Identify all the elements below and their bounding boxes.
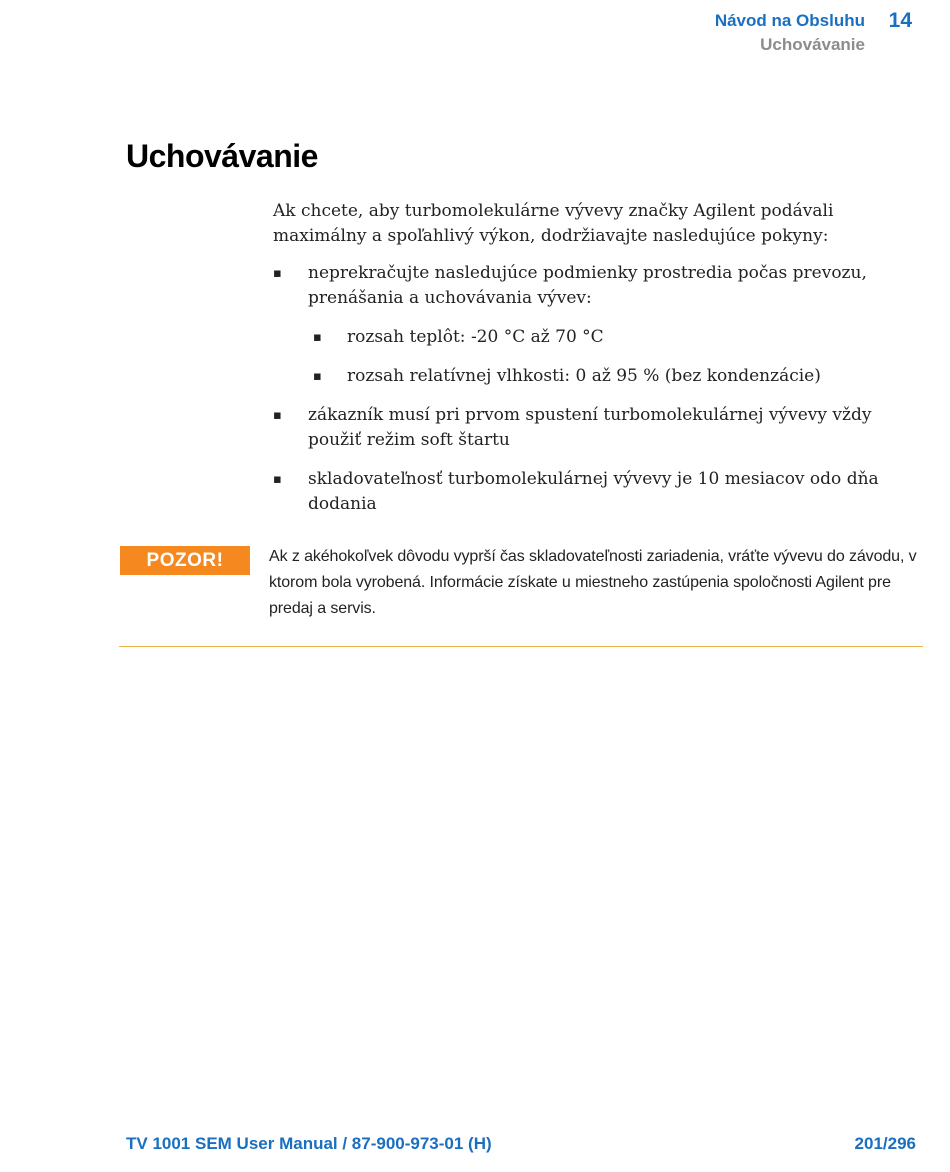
bullet-marker: ▪ bbox=[273, 472, 282, 487]
instruction-list bbox=[273, 261, 923, 531]
list-item-text: neprekračujte nasledujúce podmienky prostredia počas prevozu, prenášania a uchovávania vývev: bbox=[308, 263, 867, 308]
list-item-text: zákazník musí pri prvom spustení turbomolekulárnej vývevy vždy použiť režim soft štartu bbox=[308, 405, 872, 450]
sub-list bbox=[308, 325, 923, 389]
sub-list-item bbox=[308, 325, 923, 350]
sub-list-item-text: rozsah teplôt: -20 °C až 70 °C bbox=[347, 327, 604, 347]
footer-manual-title: TV 1001 SEM User Manual / 87-900-973-01 (H) bbox=[126, 1134, 492, 1153]
bullet-marker: ▪ bbox=[273, 408, 282, 423]
sub-list-item bbox=[308, 364, 923, 389]
bullet-marker: ▪ bbox=[313, 330, 322, 345]
caution-text: Ak z akéhokoľvek dôvodu vyprší čas skladovateľnosti zariadenia, vráťte vývevu do závodu, v ktorom bola vyrobená. Informácie získate u miestneho zastúpenia spoločnosti Agilent pre predaj a servis. bbox=[269, 548, 917, 617]
list-item bbox=[273, 261, 923, 389]
section-divider bbox=[119, 646, 923, 647]
sub-list-item-text: rozsah relatívnej vlhkosti: 0 až 95 % (bez kondenzácie) bbox=[347, 366, 821, 386]
header-page-number: 14 bbox=[888, 9, 912, 32]
section-title: Uchovávanie bbox=[126, 138, 318, 174]
bullet-marker: ▪ bbox=[313, 369, 322, 384]
list-item-text: skladovateľnosť turbomolekulárnej vývevy je 10 mesiacov odo dňa dodania bbox=[308, 469, 879, 514]
list-item bbox=[273, 403, 923, 453]
header-title: Návod na Obsluhu bbox=[714, 11, 865, 30]
caution-label: POZOR! bbox=[120, 546, 250, 575]
footer-page-count: 201/296 bbox=[854, 1134, 916, 1153]
header-subtitle: Uchovávanie bbox=[760, 35, 865, 54]
list-item bbox=[273, 467, 923, 517]
bullet-marker: ▪ bbox=[273, 266, 282, 281]
intro-paragraph: Ak chcete, aby turbomolekulárne vývevy značky Agilent podávali maximálny a spoľahlivý výkon, dodržiavajte nasledujúce pokyny: bbox=[273, 201, 834, 246]
